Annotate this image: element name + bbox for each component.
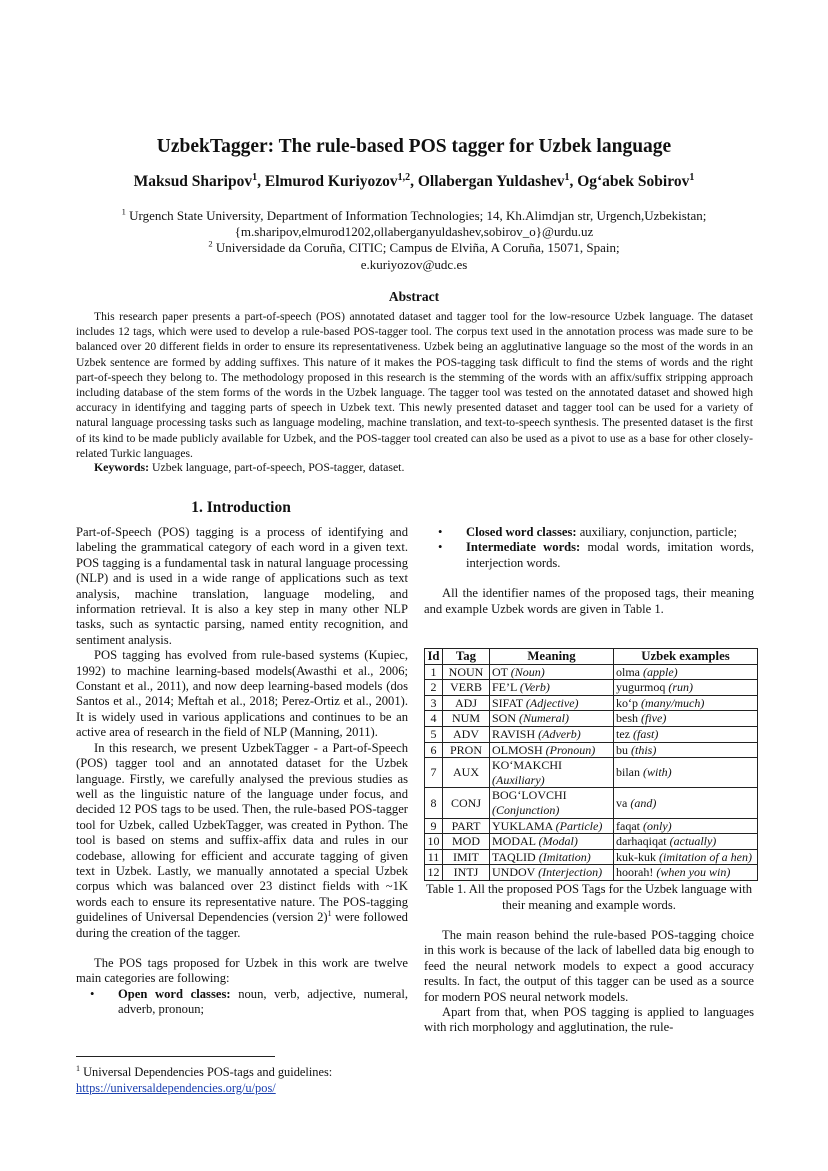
author-name: Ollabergan Yuldashev (417, 173, 565, 190)
table-row (425, 695, 758, 711)
cell-example (614, 849, 758, 865)
table-row (425, 758, 758, 788)
cell-meaning (490, 758, 614, 788)
cell-meaning-text: (Auxiliary) (492, 772, 545, 787)
cell-example (614, 680, 758, 696)
paragraph (76, 741, 408, 941)
cell-id (425, 834, 443, 850)
cell-id-text: 11 (427, 849, 440, 864)
cell-id (425, 788, 443, 818)
cell-example-text: (and) (630, 795, 657, 810)
author-name: Og‘abek Sobirov (577, 173, 690, 190)
cell-tag (443, 680, 490, 696)
list-item (424, 540, 754, 571)
cell-tag (443, 788, 490, 818)
cell-example (614, 834, 758, 850)
cell-tag-text: NUM (451, 711, 480, 726)
bullet-icon: • (438, 525, 443, 539)
table-body (425, 664, 758, 880)
cell-tag (443, 695, 490, 711)
cell-id (425, 818, 443, 834)
cell-id-text: 8 (430, 795, 437, 810)
cell-meaning (490, 664, 614, 680)
paragraph: All the identifier names of the proposed tags, their meaning and example Uzbek words are given in Table 1. (424, 586, 754, 616)
cell-example (614, 742, 758, 758)
table-row (425, 849, 758, 865)
cell-example-text: (when you win) (656, 865, 731, 880)
table-row (425, 818, 758, 834)
bullet-icon: • (438, 540, 443, 555)
affiliation-2 (0, 240, 828, 256)
table-row (425, 742, 758, 758)
table-header-row (425, 649, 758, 665)
cell-meaning-text: RAVISH (492, 726, 536, 741)
table-row (425, 865, 758, 881)
cell-meaning-text: (Conjunction) (492, 802, 560, 817)
affiliation-2-email: e.kuriyozov@udc.es (360, 257, 468, 272)
affiliation-1 (0, 208, 828, 224)
cell-example (614, 711, 758, 727)
cell-id (425, 849, 443, 865)
cell-example (614, 664, 758, 680)
cell-tag (443, 758, 490, 788)
cell-meaning-text: TAQLID (492, 849, 536, 864)
cell-meaning-text: (Adverb) (538, 726, 581, 741)
cell-tag-text: AUX (453, 765, 479, 780)
list-item-text: noun, verb, adjective, numeral, adverb, pronoun; (118, 986, 408, 1017)
cell-tag (443, 834, 490, 850)
table-row (425, 664, 758, 680)
cell-meaning-text: FE’L (492, 680, 517, 695)
cell-id (425, 664, 443, 680)
cell-meaning-text: (Modal) (538, 834, 578, 849)
cell-meaning-text: (Particle) (555, 818, 603, 833)
cell-id-text: 10 (427, 834, 440, 849)
cell-id (425, 711, 443, 727)
cell-example-text: va (616, 795, 628, 810)
cell-tag-text: MOD (451, 834, 480, 849)
cell-example (614, 788, 758, 818)
cell-example-text: bu (616, 742, 628, 757)
cell-meaning (490, 818, 614, 834)
right-column (424, 525, 754, 617)
cell-example-text: (many/much) (641, 695, 705, 710)
cell-tag-text: PART (451, 818, 481, 833)
cell-meaning-text: UNDOV (492, 865, 536, 880)
column-header: Meaning (490, 649, 614, 665)
paragraph: The main reason behind the rule-based POS-tagging choice in this work is because of the lack of labelled data big enough to feed the neural network models to expect a good accuracy results. In fact, the output of this tagger can be used as a source for modern POS neural network models. (424, 928, 754, 1004)
cell-meaning-text: OT (492, 664, 508, 679)
cell-tag (443, 742, 490, 758)
table-row (425, 680, 758, 696)
paragraph-text: were followed during the creation of the tagger. (76, 910, 408, 940)
cell-meaning-text: (Numeral) (519, 711, 570, 726)
cell-example-text: hoorah! (616, 865, 654, 880)
cell-meaning-text: KO‘MAKCHI (492, 758, 562, 773)
table-wrapper (424, 648, 758, 881)
cell-tag (443, 726, 490, 742)
cell-example-text: (imitation of a hen) (659, 849, 752, 864)
abstract-heading: Abstract (388, 289, 440, 304)
keywords-label: Keywords: (94, 460, 150, 474)
cell-id-text: 9 (430, 818, 437, 833)
cell-tag (443, 664, 490, 680)
cell-meaning (490, 865, 614, 881)
cell-tag (443, 818, 490, 834)
cell-example-text: bilan (616, 765, 640, 780)
cell-meaning-text: (Verb) (519, 680, 550, 695)
cell-id (425, 758, 443, 788)
list-item-text: auxiliary, conjunction, particle; (576, 525, 737, 539)
cell-example (614, 818, 758, 834)
cell-example-text: (fast) (633, 726, 659, 741)
cell-meaning-text: SON (492, 711, 517, 726)
column-header: Tag (443, 649, 490, 665)
list-item-label: Open word classes: (118, 986, 231, 1001)
cell-tag-text: ADJ (454, 695, 477, 710)
cell-example-text: kuk-kuk (616, 849, 656, 864)
cell-tag-text: ADV (453, 726, 479, 741)
cell-meaning (490, 849, 614, 865)
cell-example-text: (apple) (643, 664, 678, 679)
affiliation-mark: 1 (121, 206, 126, 217)
cell-meaning (490, 742, 614, 758)
cell-tag-text: PRON (449, 742, 482, 757)
cell-example-text: (actually) (669, 834, 717, 849)
cell-example-text: yugurmoq (616, 680, 666, 695)
cell-example-text: besh (616, 711, 638, 726)
footnote-text: Universal Dependencies POS-tags and guidelines: (80, 1065, 333, 1079)
cell-id-text: 5 (430, 726, 437, 741)
cell-example (614, 758, 758, 788)
cell-tag-text: IMIT (453, 849, 479, 864)
cell-example (614, 695, 758, 711)
cell-meaning (490, 726, 614, 742)
footnote-divider (76, 1056, 275, 1057)
affiliation-1-emails: {m.sharipov,elmurod1202,ollaberganyuldashev,sobirov_o}@urdu.uz (234, 224, 594, 239)
author-name: Elmurod Kuriyozov (264, 173, 398, 190)
affiliation-text: Urgench State University, Department of Information Technologies; 14, Kh.Alimdjan str, Urgench,Uzbekistan; (129, 208, 707, 223)
cell-meaning-text: MODAL (492, 834, 536, 849)
cell-meaning-text: BOG‘LOVCHI (492, 788, 567, 803)
keywords-text: Uzbek language, part-of-speech, POS-tagger, dataset. (152, 460, 405, 474)
table-row (425, 788, 758, 818)
author-name: Maksud Sharipov (133, 173, 253, 190)
cell-meaning (490, 695, 614, 711)
cell-meaning-text: OLMOSH (492, 742, 543, 757)
cell-meaning-text: SIFAT (492, 695, 523, 710)
cell-tag-text: CONJ (450, 795, 481, 810)
cell-meaning (490, 711, 614, 727)
cell-tag-text: INTJ (453, 865, 479, 880)
cell-example-text: tez (616, 726, 630, 741)
list-item-label: Closed word classes: (466, 525, 577, 539)
cell-meaning-text: (Interjection) (538, 865, 603, 880)
cell-tag-text: VERB (449, 680, 482, 695)
author-affiliation-mark: 1 (564, 171, 570, 183)
cell-id (425, 865, 443, 881)
keywords (94, 460, 404, 475)
footnote-mark: 1 (76, 1063, 80, 1073)
table-caption: Table 1. All the proposed POS Tags for the Uzbek language with their meaning and example words. (425, 882, 753, 912)
cell-meaning (490, 680, 614, 696)
cell-id-text: 1 (430, 664, 437, 679)
paragraph: The POS tags proposed for Uzbek in this work are twelve main categories are following: (76, 955, 408, 986)
cell-meaning-text: (Noun) (510, 664, 545, 679)
column-header: Id (425, 649, 443, 665)
list-item (424, 525, 754, 540)
footnote (76, 1065, 332, 1096)
author-affiliation-mark: 1 (252, 171, 258, 183)
author-affiliation-mark: 1 (689, 171, 695, 183)
cell-example-text: (five) (641, 711, 667, 726)
cell-meaning (490, 788, 614, 818)
footnote-link[interactable]: https://universaldependencies.org/u/pos/ (76, 1080, 276, 1095)
cell-meaning-text: YUKLAMA (492, 818, 553, 833)
paragraph: Part-of-Speech (POS) tagging is a process of identifying and labeling the grammatical category of each word in a given text. POS tagging is a fundamental task in natural language processing (NLP) and is used in a wide range of applications such as text analysis, machine translation, language modeling, and information retrieval. It is also a key step in many other NLP tasks, such as syntactic parsing, named entity recognition, and sentiment analysis. (76, 525, 408, 647)
cell-meaning-text: (Adjective) (525, 695, 579, 710)
cell-example-text: olma (616, 664, 640, 679)
left-column (76, 525, 408, 1018)
cell-example (614, 726, 758, 742)
paragraph: POS tagging has evolved from rule-based systems (Kupiec, 1992) to machine learning-based models(Awasthi et al., 2006; Constant et al., 2011), and now deep learning-based models (dos Santos et al., 2014; Meftah et al., 2018; Perez-Ortiz et al., 2001). It is widely used in various applications and continues to be an active area of research in the field of NLP (Manning, 2011). (76, 648, 408, 740)
section-heading: 1. Introduction (191, 499, 291, 516)
list-item-label: Intermediate words: (466, 540, 581, 555)
abstract-text: This research paper presents a part-of-speech (POS) annotated dataset and tagger tool for the low-resource Uzbek language. The dataset includes 12 tags, which were used to develop a rule-based POS-tagger tool. The corpus text used in the annotation process was made sure to be balanced over 20 different fields in order to ensure its representativeness. Uzbek being an agglutinative language so the most of the words in an Uzbek sentence are formed by adding suffixes. This nature of it makes the POS-tagging task difficult to find the stems of words and the right part-of-speech they belong to. The methodology proposed in this research is the stemming of the words with an affix/suffix stripping approach including database of the stem forms of the words in the Uzbek language. The tagger tool was tested on the annotated dataset and showed high accuracy in identifying and tagging parts of speech in Uzbek text. This newly presented dataset and tagger tool can be used for a variety of natural language processing tasks such as language modeling, machine translation, and text-to-speech synthesis. The presented dataset is the first of its kind to be made publicly available for Uzbek, and the POS-tagger tool created can also be used as a pivot to use as a base for other closely-related Turkic languages. (76, 310, 753, 460)
footnote-mark: 1 (327, 908, 332, 918)
affiliation-text: Universidade da Coruña, CITIC; Campus de Elviña, A Coruña, 15071, Spain; (215, 240, 620, 255)
cell-tag (443, 865, 490, 881)
cell-id (425, 695, 443, 711)
cell-id-text: 6 (430, 742, 437, 757)
author-list: Maksud Sharipov$^1$, Elmurod Kuriyozov$^{1,2}$, Ollabergan Yuldashev$^1$, Og‘abek Sobirov$^1$ (133, 171, 695, 190)
cell-id (425, 742, 443, 758)
right-column-continued (424, 928, 754, 1036)
cell-tag (443, 711, 490, 727)
bullet-list (76, 987, 408, 1018)
cell-example-text: (with) (643, 765, 672, 780)
cell-id (425, 726, 443, 742)
cell-example (614, 865, 758, 881)
cell-tag-text: NOUN (448, 664, 484, 679)
cell-id-text: 7 (430, 765, 437, 780)
paragraph: Apart from that, when POS tagging is applied to languages with rich morphology and agglutination, the rule- (424, 1005, 754, 1035)
cell-example-text: (this) (631, 742, 657, 757)
table-row (425, 726, 758, 742)
cell-example-text: (only) (642, 818, 672, 833)
table-row (425, 711, 758, 727)
cell-example-text: darhaqiqat (616, 834, 667, 849)
cell-example-text: faqat (616, 818, 640, 833)
cell-tag (443, 849, 490, 865)
table-row (425, 834, 758, 850)
cell-id-text: 4 (430, 711, 437, 726)
affiliation-mark: 2 (208, 238, 213, 249)
bullet-list (424, 525, 754, 571)
cell-id (425, 680, 443, 696)
cell-id-text: 2 (430, 680, 437, 695)
pos-tag-table (424, 648, 758, 881)
paper-title: UzbekTagger: The rule-based POS tagger for Uzbek language (156, 136, 672, 157)
cell-meaning (490, 834, 614, 850)
cell-example-text: ko‘p (616, 695, 638, 710)
cell-id-text: 3 (430, 695, 437, 710)
cell-meaning-text: (Pronoun) (545, 742, 596, 757)
column-header: Uzbek examples (614, 649, 758, 665)
list-item (76, 987, 408, 1018)
author-affiliation-mark: 1,2 (397, 171, 411, 183)
bullet-icon: • (90, 986, 95, 1001)
cell-id-text: 12 (427, 865, 440, 880)
paragraph-text: In this research, we present UzbekTagger - a Part-of-Speech (POS) tagger tool and an annotated dataset for the Uzbek language. Firstly, we carefully analysed the previous studies as well as the linguistic nature of the language under focus, and decided 12 POS tags to be used. Then, the rule-based POS-tagger tool for Uzbek, called UzbekTagger, was created in Python. The tool is based on stems and suffix-affix data and rules in our codebase, allowing for efficient and accurate tagging of given text in Uzbek. Lastly, we manually annotated a special Uzbek corpus which was balanced over 23 distinct fields with ~1K words each to ensure its representative nature. The POS-tagging guidelines of Universal Dependencies (version 2) (76, 740, 408, 925)
cell-example-text: (run) (668, 680, 694, 695)
list-item-text: modal words, imitation words, interjection words. (466, 540, 755, 570)
cell-meaning-text: (Imitation) (538, 849, 591, 864)
